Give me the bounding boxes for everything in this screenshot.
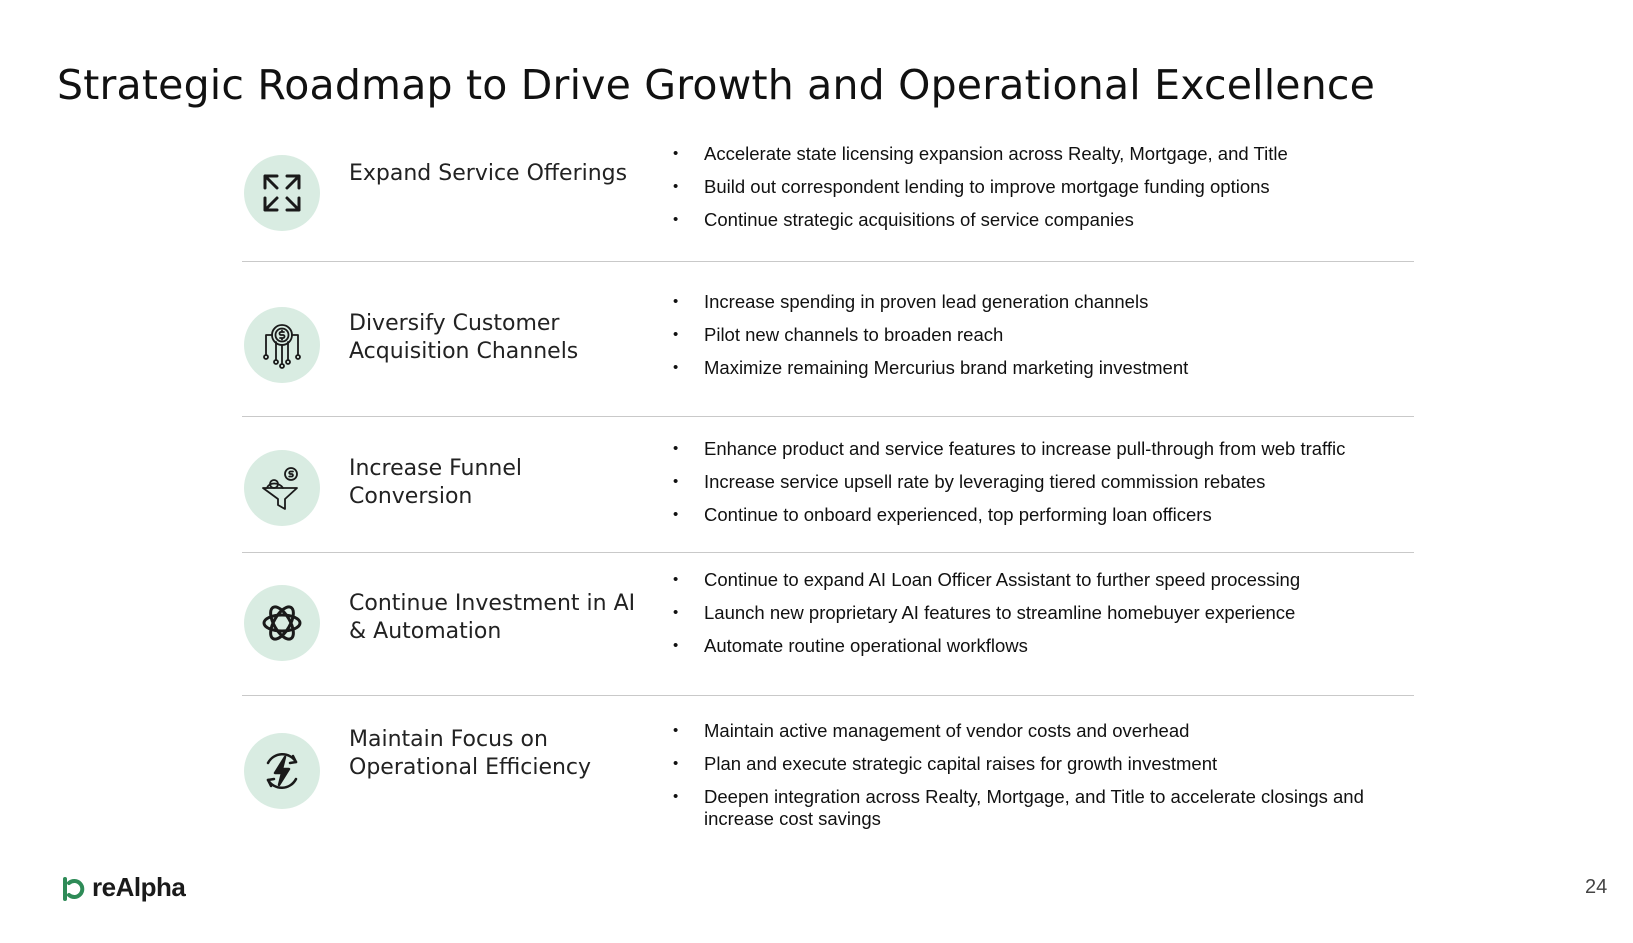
logo-text: reAlpha <box>92 872 186 902</box>
bullet-item: • Increase service upsell rate by leveraging tiered commission rebates <box>672 471 1412 493</box>
bullet-item: • Automate routine operational workflows <box>672 635 1412 657</box>
bullet-item: • Launch new proprietary AI features to streamline homebuyer experience <box>672 602 1412 624</box>
funnel-dollar-icon <box>244 450 320 526</box>
bullet-item: • Pilot new channels to broaden reach <box>672 324 1412 346</box>
bullet-list <box>672 569 1412 668</box>
bullet-item: • Continue to onboard experienced, top performing loan officers <box>672 504 1412 526</box>
section-label: Diversify Customer Acquisition Channels <box>349 311 579 364</box>
section-label: Maintain Focus on Operational Efficiency <box>349 727 592 780</box>
section-label: Expand Service Offerings <box>349 161 628 186</box>
bullet-item: • Plan and execute strategic capital raises for growth investment <box>672 753 1412 775</box>
bullet-item: • Enhance product and service features to increase pull-through from web traffic <box>672 438 1412 460</box>
bullet-item: • Continue strategic acquisitions of service companies <box>672 209 1412 231</box>
bullet-item: • Increase spending in proven lead generation channels <box>672 291 1412 313</box>
bullet-item: • Deepen integration across Realty, Mortgage, and Title to accelerate closings and increase cost savings <box>672 786 1412 830</box>
section-divider <box>242 552 1414 553</box>
company-logo <box>60 872 185 903</box>
section-divider <box>242 416 1414 417</box>
bullet-list <box>672 143 1412 242</box>
bullet-list <box>672 438 1412 537</box>
section-divider <box>242 261 1414 262</box>
bullet-list <box>672 720 1412 841</box>
section-label: Increase Funnel Conversion <box>349 456 523 509</box>
realpha-logo-icon <box>60 874 88 902</box>
page-number: 24 <box>1585 876 1608 898</box>
lightning-cycle-icon <box>244 733 320 809</box>
bullet-item: • Maintain active management of vendor costs and overhead <box>672 720 1412 742</box>
dollar-network-icon <box>244 307 320 383</box>
ai-atom-icon <box>244 585 320 661</box>
page-title: Strategic Roadmap to Drive Growth and Operational Excellence <box>57 61 1376 110</box>
bullet-item: • Build out correspondent lending to improve mortgage funding options <box>672 176 1412 198</box>
bullet-item: • Accelerate state licensing expansion across Realty, Mortgage, and Title <box>672 143 1412 165</box>
section-divider <box>242 695 1414 696</box>
bullet-list <box>672 291 1412 390</box>
section-label: Continue Investment in AI & Automation <box>349 591 636 644</box>
bullet-item: • Continue to expand AI Loan Officer Assistant to further speed processing <box>672 569 1412 591</box>
expand-arrows-icon <box>244 155 320 231</box>
bullet-item: • Maximize remaining Mercurius brand marketing investment <box>672 357 1412 379</box>
